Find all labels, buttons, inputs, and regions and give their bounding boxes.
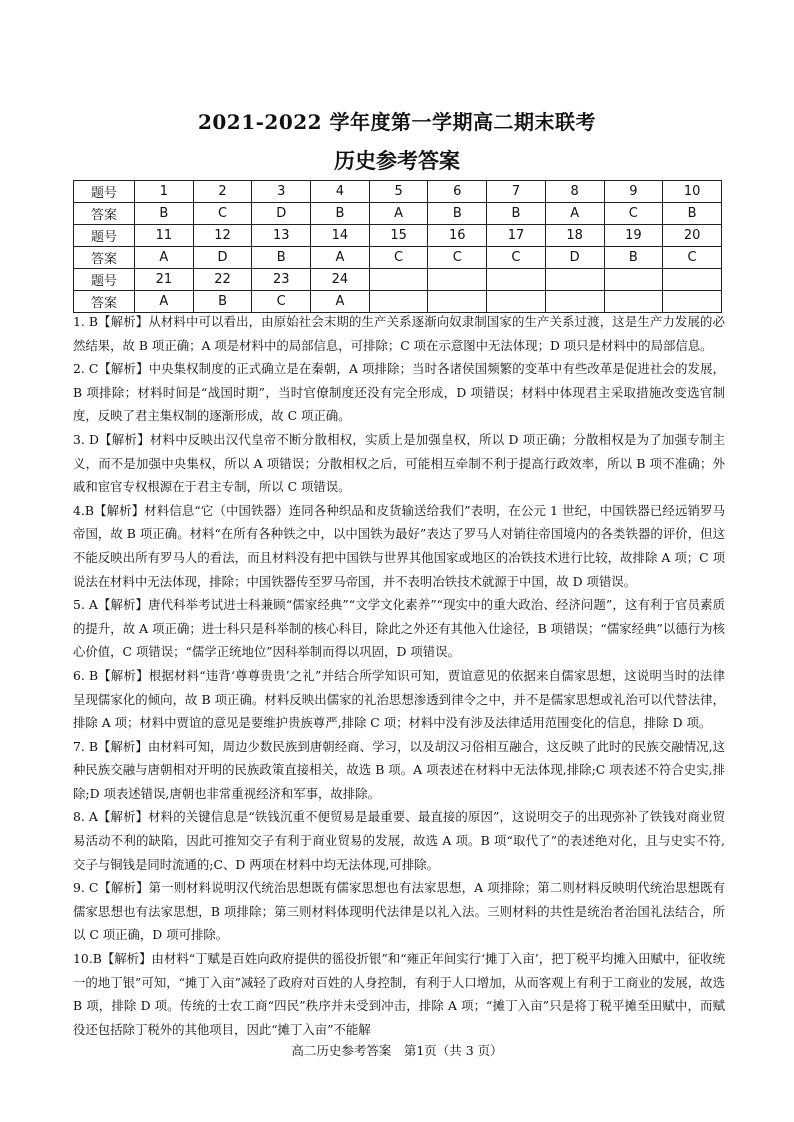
question-number-cell: 3 [252,181,311,203]
question-number-cell: 21 [135,269,194,291]
answer-cell: A [369,203,428,225]
question-number-cell: 6 [428,181,487,203]
row-label: 答案 [74,247,135,269]
question-number-cell: 12 [193,225,252,247]
answer-cell: C [193,203,252,225]
question-number-cell: 16 [428,225,487,247]
explanation-item: 2. C【解析】中央集权制度的正式确立是在秦朝，A 项排除；当时各诸侯国频繁的变革中有些改革是促进社会的发展，B 项排除；材料时间是“战国时期”，当时官僚制度还没有完全形成，D 项错误；材料中体现君主采取措施改变选官制度，反映了君主集权制的逐渐形成，故 C 项正确。 [73,361,725,424]
question-number-cell: 20 [663,225,722,247]
question-number-cell [428,269,487,291]
question-number-row [74,181,722,203]
question-number-cell: 9 [604,181,663,203]
answer-cell: D [252,203,311,225]
question-number-cell: 17 [487,225,546,247]
row-label: 答案 [74,291,135,313]
answer-row [74,247,722,269]
question-number-cell: 19 [604,225,663,247]
explanation-item: 4.B【解析】材料信息“它（中国铁器）连同各种织品和皮货输送给我们”表明，在公元 1 世纪，中国铁器已经远销罗马帝国，故 B 项正确。材料“在所有各种铁之中，以中国铁为最好”表达了罗马人对销往帝国境内的各类铁器的评价，但这不能反映出所有罗马人的看法，而且材料没有把中国铁与世界其他国家或地区的冶铁技术进行比较，故排除 A 项；C 项说法在材料中无法体现，排除；中国铁器传至罗马帝国，并不表明冶铁技术就源于中国，故 D 项错误。 [73,502,725,589]
question-number-cell: 1 [135,181,194,203]
explanation-item: 7. B【解析】由材料可知，周边少数民族到唐朝经商、学习，以及胡汉习俗相互融合，这反映了此时的民族交融情况,这种民族交融与唐朝相对开明的民族政策直接相关，故选 B 项。A 项表述在材料中无法体现,排除;C 项表述不符合史实,排除;D 项表述错误,唐朝也非常重视经济和军事，故排除。 [73,738,725,801]
answer-cell: A [311,291,370,313]
question-number-cell: 5 [369,181,428,203]
question-number-cell [369,269,428,291]
answer-cell: B [428,203,487,225]
row-label: 题号 [74,225,135,247]
question-number-cell: 23 [252,269,311,291]
answer-cell: C [604,203,663,225]
question-number-cell: 8 [545,181,604,203]
answer-cell: B [604,247,663,269]
explanation-item: 9. C【解析】第一则材料说明汉代统治思想既有儒家思想也有法家思想，A 项排除；第二则材料反映明代统治思想既有儒家思想也有法家思想，B 项排除；第三则材料体现明代法律是以礼入法。三则材料的共性是统治者治国礼法结合，所以 C 项正确，D 项可排除。 [73,880,725,943]
question-number-cell: 13 [252,225,311,247]
answer-cell: C [252,291,311,313]
answer-cell: D [193,247,252,269]
explanation-item: 8. A【解析】材料的关键信息是“铁钱沉重不便贸易是最重要、最直接的原因”，这说明交子的出现弥补了铁钱对商业贸易活动不利的缺陷，因此可推知交子有利于商业贸易的发展，故选 A 项。B 项“取代了”的表述绝对化，且与史实不符,交子与铜钱是同时流通的;C、D 两项在材料中均无法体现,可排除。 [73,809,725,872]
row-label: 题号 [74,269,135,291]
explanation-item: 5. A【解析】唐代科举考试进士科兼顾“儒家经典”“文学文化素养”“现实中的重大政治、经济问题”，这有利于官员素质的提升，故 A 项正确；进士科只是科举制的核心科目，除此之外还有其他入仕途径，B 项错误；“儒家经典”以德行为核心价值，C 项错误；“儒学正统地位”因科举制而得以巩固，D 项错误。 [73,597,725,660]
answer-cell: A [545,203,604,225]
answer-cell: B [663,203,722,225]
row-label: 答案 [74,203,135,225]
question-number-row [74,269,722,291]
answer-cell: C [428,247,487,269]
question-number-cell: 4 [311,181,370,203]
answer-cell: C [663,247,722,269]
question-number-cell: 18 [545,225,604,247]
answer-cell: A [135,291,194,313]
answer-cell: B [193,291,252,313]
answer-cell: B [252,247,311,269]
question-number-cell: 7 [487,181,546,203]
question-number-cell: 14 [311,225,370,247]
question-number-row [74,225,722,247]
answer-row [74,203,722,225]
explanation-item: 10.B【解析】由材料“丁赋是百姓向政府提供的徭役折银”和“雍正年间实行‘摊丁入亩’，把丁税平均摊入田赋中，征收统一的地丁银”可知，“摊丁入亩”减轻了政府对百姓的人身控制，有利于人口增加，从而客观上有利于工商业的发展，故选 B 项，排除 D 项。传统的士农工商“四民”秩序并未受到冲击，排除 A 项；“摊丁入亩”只是将丁税平摊至田赋中，而赋役还包括除丁税外的其他项目，因此“摊丁入亩”不能解 [73,951,725,1037]
question-number-cell: 10 [663,181,722,203]
answer-cell: A [311,247,370,269]
question-number-cell [604,269,663,291]
answer-cell: B [135,203,194,225]
exam-title: 2021-2022 学年度第一学期高二期末联考 [197,110,597,134]
explanation-item: 1. B【解析】从材料中可以看出，由原始社会末期的生产关系逐渐向奴隶制国家的生产关系过渡，这是生产力发展的必然结果，故 B 项正确；A 项是材料中的局部信息，可排除；C 项在示意图中无法体现；D 项只是材料中的局部信息。 [73,314,725,353]
explanation-item: 3. D【解析】材料中反映出汉代皇帝不断分散相权，实质上是加强皇权，所以 D 项正确；分散相权是为了加强专制主义，而不是加强中央集权，所以 A 项错误；分散相权之后，可能相互牵制不利于提高行政效率，所以 B 项不准确；外戚和宦官专权根源在于君主专制，所以 C 项错误。 [73,431,725,495]
answer-cell: B [311,203,370,225]
page-footer: 高二历史参考答案 第1页（共 3 页） [291,1043,503,1058]
answer-cell: B [487,203,546,225]
question-number-cell: 24 [311,269,370,291]
question-number-cell [487,269,546,291]
question-number-cell: 22 [193,269,252,291]
question-number-cell: 2 [193,181,252,203]
row-label: 题号 [74,181,135,203]
answer-table [73,180,722,313]
question-number-cell: 15 [369,225,428,247]
answer-cell: D [545,247,604,269]
document-subtitle: 历史参考答案 [334,148,460,173]
explanation-list [73,310,725,1041]
question-number-cell: 11 [135,225,194,247]
explanation-item: 6. B【解析】根据材料“违背‘尊尊贵贵’之礼”并结合所学知识可知，贾谊意见的依据来自儒家思想，这说明当时的法律呈现儒家化的倾向，故 B 项正确。材料反映出儒家的礼治思想渗透到律令之中，并不是儒家思想或礼治可以代替法律，排除 A 项；材料中贾谊的意见是要维护贵族尊严,排除 C 项；材料中没有涉及法律适用范围变化的信息，排除 D 项。 [73,667,725,731]
answer-cell: C [369,247,428,269]
answer-cell: A [135,247,194,269]
answer-cell: C [487,247,546,269]
question-number-cell [663,269,722,291]
question-number-cell [545,269,604,291]
